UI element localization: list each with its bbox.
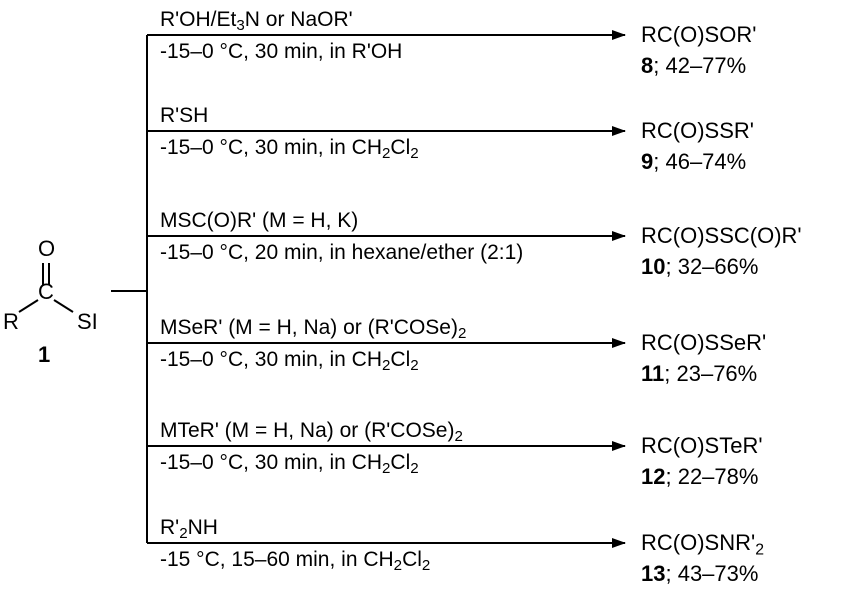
text-segment: MSeR' (M = H, Na) or (R'COSe) (160, 316, 458, 339)
text-segment: RC(O)SSR' (641, 118, 754, 143)
yield-range: ; 32–66% (665, 254, 759, 279)
subscript: 2 (179, 525, 188, 543)
atom-r-group: R (3, 309, 19, 334)
yield-range: ; 42–77% (653, 53, 747, 78)
reagent-label-3 (160, 208, 358, 234)
text-segment: MSC(O)R' (M = H, K) (160, 209, 359, 232)
product-formula-1 (641, 22, 756, 48)
subscript: 2 (382, 460, 391, 478)
text-segment: -15–0 °C, 30 min, in R'OH (160, 40, 403, 63)
text-segment: Cl (390, 451, 411, 474)
product-yield-6 (641, 561, 758, 587)
text-segment: -15 °C, 15–60 min, in CH (160, 548, 394, 571)
compound-number: 11 (641, 361, 665, 386)
conditions-label-1 (160, 39, 402, 65)
text-segment: RC(O)SNR' (641, 530, 756, 555)
compound-number: 12 (641, 464, 666, 489)
reagent-label-5 (160, 418, 463, 444)
product-formula-2 (641, 118, 754, 144)
text-segment: -15–0 °C, 30 min, in CH (160, 348, 382, 371)
conditions-label-4 (160, 347, 419, 373)
subscript: 2 (382, 357, 391, 375)
yield-range: ; 43–73% (665, 561, 759, 586)
text-segment: Cl (390, 348, 411, 371)
reagent-label-1 (160, 7, 353, 33)
atom-selenium-iodide: SI (77, 309, 98, 334)
yield-range: ; 23–76% (664, 361, 758, 386)
subscript: 2 (382, 145, 391, 163)
conditions-label-3 (160, 240, 523, 266)
text-segment: -15–0 °C, 30 min, in CH (160, 451, 382, 474)
text-segment: Cl (402, 548, 422, 571)
subscript: 2 (410, 460, 419, 478)
compound-number: 9 (641, 149, 654, 174)
text-segment: R' (160, 516, 180, 539)
reagent-label-4 (160, 315, 466, 341)
bond-c-s (54, 300, 73, 312)
subscript: 2 (454, 428, 463, 446)
yield-range: ; 46–74% (653, 149, 747, 174)
subscript: 2 (410, 357, 419, 375)
product-formula-5 (641, 433, 763, 459)
product-yield-2 (641, 149, 746, 175)
text-segment: R'OH/Et (160, 8, 237, 31)
reagent-label-6 (160, 515, 218, 541)
product-formula-4 (641, 330, 766, 356)
bond-r-c (19, 300, 38, 312)
compound-number: 10 (641, 254, 666, 279)
text-segment: -15–0 °C, 30 min, in CH (160, 136, 382, 159)
text-segment: R'SH (160, 104, 209, 127)
conditions-label-6 (160, 547, 430, 573)
text-segment: NH (187, 516, 218, 539)
compound-number: 13 (641, 561, 666, 586)
compound-number: 8 (641, 53, 654, 78)
text-segment: RC(O)SOR' (641, 22, 757, 47)
reagent-label-2 (160, 103, 208, 129)
text-segment: Cl (390, 136, 411, 159)
subscript: 2 (421, 557, 431, 575)
reactant-compound-number: 1 (38, 342, 51, 367)
text-segment: RC(O)STeR' (641, 433, 763, 458)
subscript: 2 (410, 145, 419, 163)
text-segment: RC(O)SSeR' (641, 330, 767, 355)
text-segment: RC(O)SSC(O)R' (641, 223, 802, 248)
atom-carbon: C (38, 279, 54, 304)
product-yield-5 (641, 464, 758, 490)
subscript: 2 (457, 325, 467, 343)
product-yield-1 (641, 53, 746, 79)
yield-range: ; 22–78% (665, 464, 759, 489)
product-yield-4 (641, 361, 757, 387)
product-formula-6 (641, 530, 765, 559)
subscript: 2 (393, 557, 403, 575)
atom-oxygen: O (38, 236, 56, 261)
text-segment: -15–0 °C, 20 min, in hexane/ether (2:1) (160, 241, 524, 264)
conditions-label-5 (160, 450, 419, 476)
product-formula-3 (641, 223, 802, 249)
conditions-label-2 (160, 135, 419, 161)
product-yield-3 (641, 254, 758, 280)
subscript: 3 (236, 17, 245, 35)
text-segment: N or NaOR' (244, 8, 353, 31)
subscript: 2 (755, 541, 765, 559)
text-segment: MTeR' (M = H, Na) or (R'COSe) (160, 419, 455, 442)
